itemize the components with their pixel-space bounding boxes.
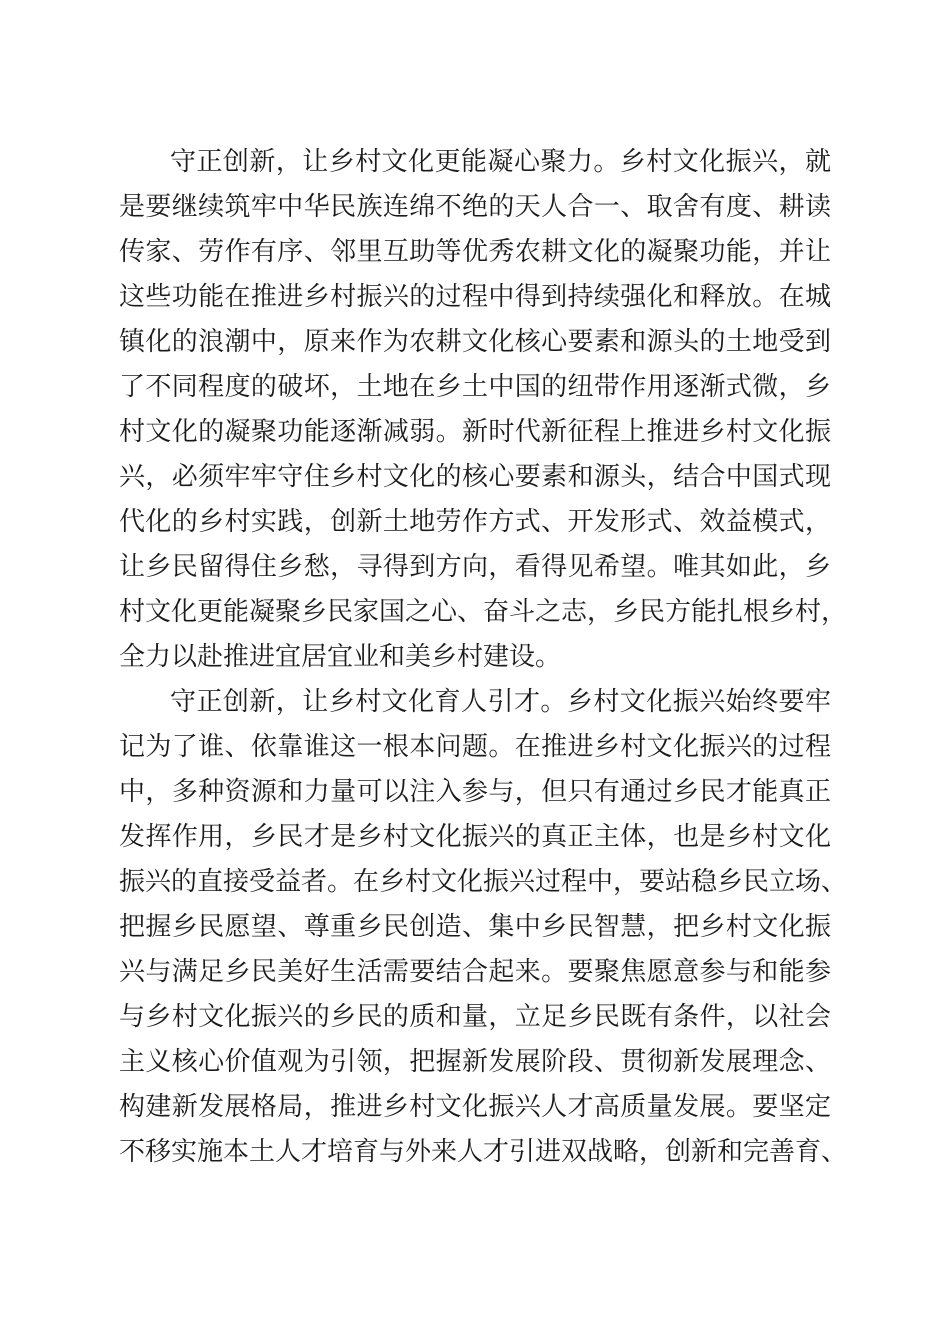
paragraph-1-line-9: 代化的乡村实践，创新土地劳作方式、开发形式、效益模式， bbox=[119, 507, 831, 537]
paragraph-1-line-11: 村文化更能凝聚乡民家国之心、奋斗之志，乡民方能扎根乡村， bbox=[119, 597, 848, 627]
paragraph-2-line-8: 与乡村文化振兴的乡民的质和量，立足乡民既有条件，以社会 bbox=[119, 1002, 831, 1032]
paragraph-1-line-10: 让乡民留得住乡愁，寻得到方向，看得见希望。唯其如此，乡 bbox=[119, 552, 831, 582]
paragraph-2-line-2: 记为了谁、依靠谁这一根本问题。在推进乡村文化振兴的过程 bbox=[119, 732, 831, 762]
paragraph-2-line-11: 不移实施本土人才培育与外来人才引进双战略，创新和完善育、 bbox=[119, 1137, 848, 1167]
paragraph-2-line-1: 守正创新，让乡村文化育人引才。乡村文化振兴始终要牢 bbox=[170, 687, 831, 717]
paragraph-2-line-5: 振兴的直接受益者。在乡村文化振兴过程中，要站稳乡民立场、 bbox=[119, 867, 848, 897]
paragraph-1-line-12: 全力以赴推进宜居宜业和美乡村建设。 bbox=[119, 642, 562, 672]
paragraph-1-line-5: 镇化的浪潮中，原来作为农耕文化核心要素和源头的土地受到 bbox=[119, 327, 831, 357]
paragraph-1-line-6: 了不同程度的破坏，土地在乡土中国的纽带作用逐渐式微，乡 bbox=[119, 372, 831, 402]
paragraph-2-line-4: 发挥作用，乡民才是乡村文化振兴的真正主体，也是乡村文化 bbox=[119, 822, 831, 852]
paragraph-1-line-1: 守正创新，让乡村文化更能凝心聚力。乡村文化振兴，就 bbox=[170, 147, 831, 177]
paragraph-2-line-10: 构建新发展格局，推进乡村文化振兴人才高质量发展。要坚定 bbox=[119, 1092, 831, 1122]
paragraph-2-line-7: 兴与满足乡民美好生活需要结合起来。要聚焦愿意参与和能参 bbox=[119, 957, 831, 987]
paragraph-1-line-4: 这些功能在推进乡村振兴的过程中得到持续强化和释放。在城 bbox=[119, 282, 831, 312]
paragraph-1-line-7: 村文化的凝聚功能逐渐减弱。新时代新征程上推进乡村文化振 bbox=[119, 417, 831, 447]
paragraph-2-line-3: 中，多种资源和力量可以注入参与，但只有通过乡民才能真正 bbox=[119, 777, 831, 807]
paragraph-1-line-8: 兴，必须牢牢守住乡村文化的核心要素和源头，结合中国式现 bbox=[119, 462, 831, 492]
paragraph-1-line-2: 是要继续筑牢中华民族连绵不绝的天人合一、取舍有度、耕读 bbox=[119, 192, 831, 222]
paragraph-1-line-3: 传家、劳作有序、邻里互助等优秀农耕文化的凝聚功能，并让 bbox=[119, 237, 831, 267]
paragraph-2-line-9: 主义核心价值观为引领，把握新发展阶段、贯彻新发展理念、 bbox=[119, 1047, 831, 1077]
paragraph-2-line-6: 把握乡民愿望、尊重乡民创造、集中乡民智慧，把乡村文化振 bbox=[119, 912, 831, 942]
